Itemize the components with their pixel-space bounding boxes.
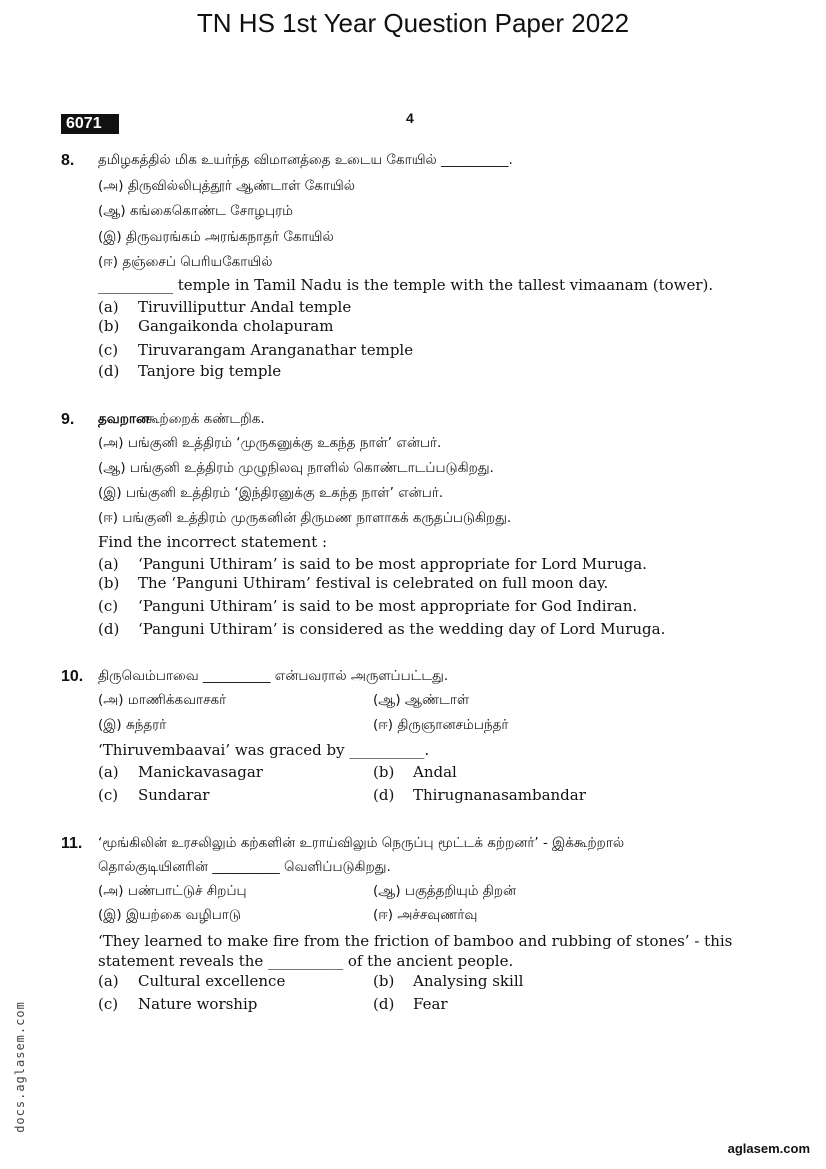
page-number: 4 — [406, 110, 414, 126]
english-question: __________ temple in Tamil Nadu is the temple with the tallest vimaanam (tower). — [98, 276, 714, 294]
english-option: Analysing skill — [413, 972, 524, 990]
option-label: (a) — [98, 555, 119, 573]
tamil-option: (ஈ) பங்குனி உத்திரம் முருகனின் திருமண நாளாகக் கருதப்படுகிறது. — [98, 510, 512, 526]
english-option: Nature worship — [138, 995, 258, 1013]
english-option: Tanjore big temple — [138, 362, 282, 380]
english-option: Gangaikonda cholapuram — [138, 317, 334, 335]
english-option: Cultural excellence — [138, 972, 286, 990]
tamil-option: (ஈ) அச்சவுணர்வு — [373, 907, 478, 923]
tamil-question: கூற்றைக் கண்டறிக. — [146, 411, 265, 427]
option-label: (d) — [98, 362, 120, 380]
option-label: (b) — [98, 317, 120, 335]
tamil-question: திருவெம்பாவை __________ என்பவரால் அருளப்பட்டது. — [98, 668, 449, 684]
english-option: Tiruvilliputtur Andal temple — [138, 298, 352, 316]
tamil-option: (ஆ) கங்கைகொண்ட சோழபுரம் — [98, 203, 294, 219]
tamil-option: (இ) சுந்தரர் — [98, 717, 167, 733]
option-label: (b) — [98, 574, 120, 592]
paper-code: 6071 — [61, 114, 119, 134]
english-option: Fear — [413, 995, 448, 1013]
english-option: Tiruvarangam Aranganathar temple — [138, 341, 414, 359]
tamil-option: (இ) திருவரங்கம் அரங்கநாதர் கோயில் — [98, 229, 334, 245]
question-number: 9. — [61, 411, 75, 428]
english-option: Sundarar — [138, 786, 210, 804]
tamil-option: (இ) இயற்கை வழிபாடு — [98, 907, 241, 923]
option-label: (b) — [373, 972, 395, 990]
site-link[interactable]: aglasem.com — [727, 1141, 810, 1156]
english-option: Andal — [413, 763, 457, 781]
option-label: (a) — [98, 763, 119, 781]
option-label: (d) — [98, 620, 120, 638]
english-question: statement reveals the __________ of the ancient people. — [98, 952, 514, 970]
option-label: (c) — [98, 995, 119, 1013]
english-option: ‘Panguni Uthiram’ is said to be most appropriate for Lord Muruga. — [138, 555, 647, 573]
question-number: 8. — [61, 152, 75, 169]
english-option: The ‘Panguni Uthiram’ festival is celebrated on full moon day. — [138, 574, 609, 592]
english-option: ‘Panguni Uthiram’ is considered as the wedding day of Lord Muruga. — [138, 620, 666, 638]
tamil-option: (அ) திருவில்லிபுத்தூர் ஆண்டாள் கோயில் — [98, 178, 355, 194]
english-option: Thirugnanasambandar — [413, 786, 586, 804]
english-question: Find the incorrect statement : — [98, 533, 328, 551]
option-label: (c) — [98, 597, 119, 615]
english-question: ‘They learned to make fire from the friction of bamboo and rubbing of stones’ - this — [98, 932, 733, 950]
page-title: TN HS 1st Year Question Paper 2022 — [196, 8, 630, 38]
option-label: (a) — [98, 298, 119, 316]
english-option: Manickavasagar — [138, 763, 263, 781]
tamil-option: (அ) பண்பாட்டுச் சிறப்பு — [98, 883, 247, 899]
question-number: 11. — [61, 835, 83, 852]
tamil-option: (ஈ) திருஞானசம்பந்தர் — [373, 717, 509, 733]
option-label: (c) — [98, 341, 119, 359]
option-label: (c) — [98, 786, 119, 804]
tamil-option: (இ) பங்குனி உத்திரம் ‘இந்திரனுக்கு உகந்த நாள்’ என்பர். — [98, 485, 444, 501]
tamil-option: (ஆ) பங்குனி உத்திரம் முழுநிலவு நாளில் கொண்டாடப்படுகிறது. — [98, 460, 494, 476]
tamil-option: (அ) பங்குனி உத்திரம் ‘முருகனுக்கு உகந்த நாள்’ என்பர். — [98, 435, 442, 451]
question-number: 10. — [61, 668, 84, 685]
option-label: (d) — [373, 786, 395, 804]
english-question: ‘Thiruvembaavai’ was graced by __________. — [98, 741, 430, 759]
tamil-question-emphasis: தவறான — [98, 411, 150, 427]
tamil-option: (அ) மாணிக்கவாசகர் — [98, 692, 227, 708]
tamil-question: தமிழகத்தில் மிக உயர்ந்த விமானத்தை உடைய கோயில் __________. — [98, 152, 513, 168]
tamil-option: (ஈ) தஞ்சைப் பெரியகோயில் — [98, 254, 273, 270]
option-label: (d) — [373, 995, 395, 1013]
option-label: (b) — [373, 763, 395, 781]
side-watermark: docs.aglasem.com — [13, 1001, 27, 1133]
tamil-question: ‘மூங்கிலின் உரசலிலும் கற்களின் உராய்விலும் நெருப்பு மூட்டக் கற்றனர்’ - இக்கூற்றால் — [98, 835, 625, 851]
english-option: ‘Panguni Uthiram’ is said to be most appropriate for God Indiran. — [138, 597, 638, 615]
tamil-question: தொல்குடியினரின் __________ வெளிப்படுகிறது. — [98, 859, 391, 875]
tamil-option: (ஆ) ஆண்டாள் — [373, 692, 470, 708]
option-label: (a) — [98, 972, 119, 990]
tamil-option: (ஆ) பகுத்தறியும் திறன் — [373, 883, 517, 899]
